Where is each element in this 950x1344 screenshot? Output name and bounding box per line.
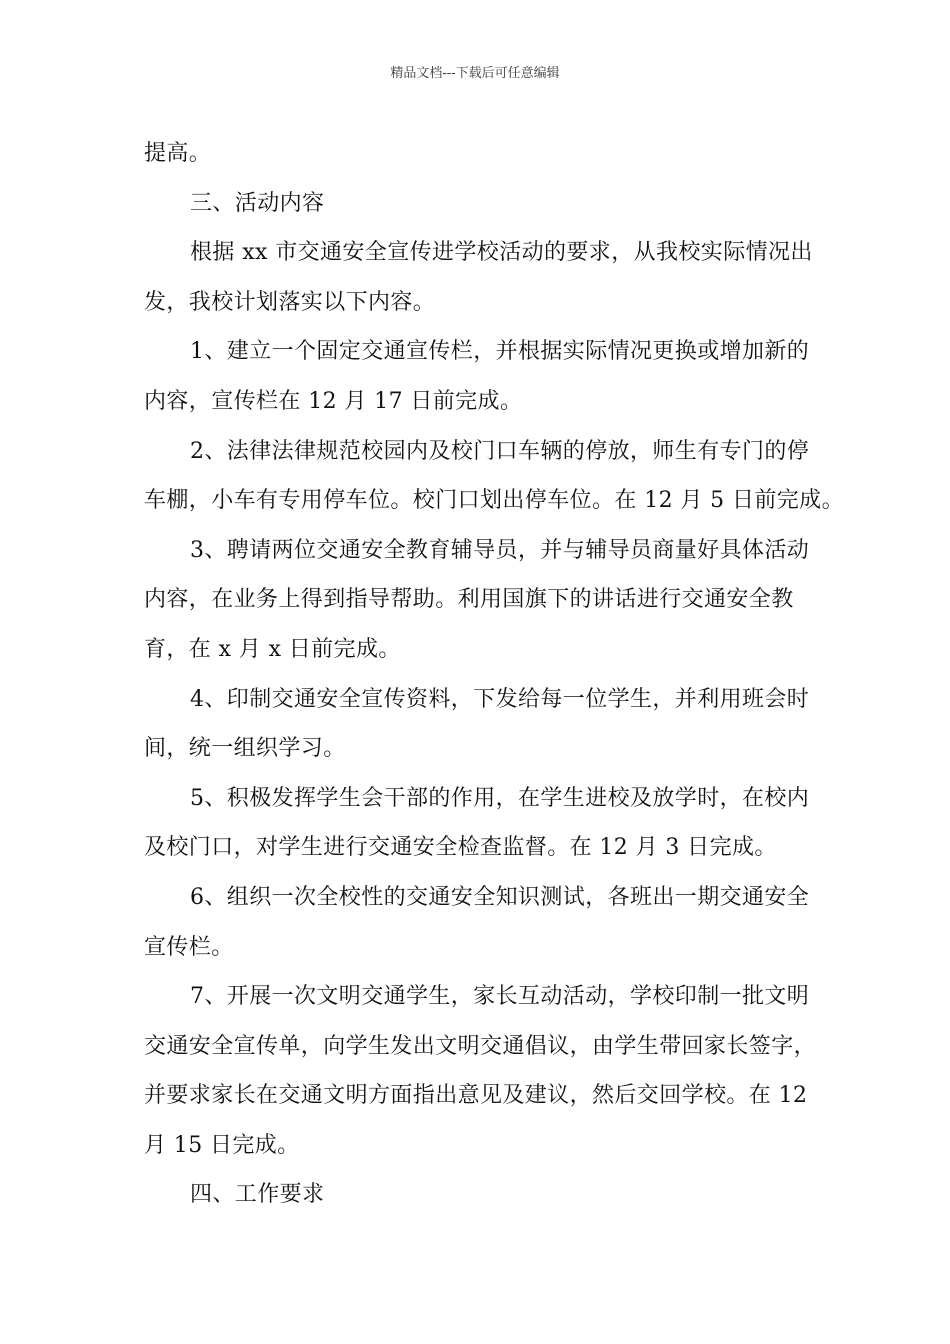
list-item-line: 并要求家长在交通文明方面指出意见及建议，然后交回学校。在 12 — [144, 1083, 808, 1109]
document-body — [144, 129, 844, 1220]
list-item-line: 宣传栏。 — [144, 934, 234, 960]
list-item-line: 2、法律法律规范校园内及校门口车辆的停放，师生有专门的停 — [190, 438, 810, 464]
list-item-line: 5、积极发挥学生会干部的作用，在学生进校及放学时，在校内 — [190, 785, 810, 811]
list-item-line: 1、建立一个固定交通宣传栏，并根据实际情况更换或增加新的 — [190, 339, 810, 365]
paragraph-line: 根据 xx 市交通安全宣传进学校活动的要求，从我校实际情况出 — [190, 240, 813, 266]
paragraph-line: 发，我校计划落实以下内容。 — [144, 289, 436, 315]
list-item-line: 育，在 x 月 x 日前完成。 — [144, 636, 401, 662]
list-item-line: 6、组织一次全校性的交通安全知识测试，各班出一期交通安全 — [190, 884, 810, 910]
paragraph-line: 提高。 — [144, 141, 212, 166]
list-item-line: 交通安全宣传单，向学生发出文明交通倡议，由学生带回家长签字， — [144, 1033, 817, 1059]
section-heading: 四、工作要求 — [190, 1182, 325, 1208]
list-item-line: 内容，在业务上得到指导帮助。利用国旗下的讲话进行交通安全教 — [144, 587, 794, 613]
list-item-line: 7、开展一次文明交通学生，家长互动活动，学校印制一批文明 — [190, 984, 810, 1010]
list-item-line: 3、聘请两位交通安全教育辅导员，并与辅导员商量好具体活动 — [190, 537, 810, 563]
section-heading: 三、活动内容 — [190, 190, 325, 216]
list-item-line: 间，统一组织学习。 — [144, 736, 346, 762]
list-item-line: 及校门口，对学生进行交通安全检查监督。在 12 月 3 日完成。 — [144, 835, 777, 861]
list-item-line: 4、印制交通安全宣传资料，下发给每一位学生，并利用班会时 — [190, 686, 810, 712]
list-item-line: 车棚，小车有专用停车位。校门口划出停车位。在 12 月 5 日前完成。 — [144, 488, 844, 514]
list-item-line: 月 15 日完成。 — [144, 1132, 300, 1158]
page-header: 精品文档---下载后可任意编辑 — [390, 66, 560, 81]
list-item-line: 内容，宣传栏在 12 月 17 日前完成。 — [144, 388, 523, 414]
